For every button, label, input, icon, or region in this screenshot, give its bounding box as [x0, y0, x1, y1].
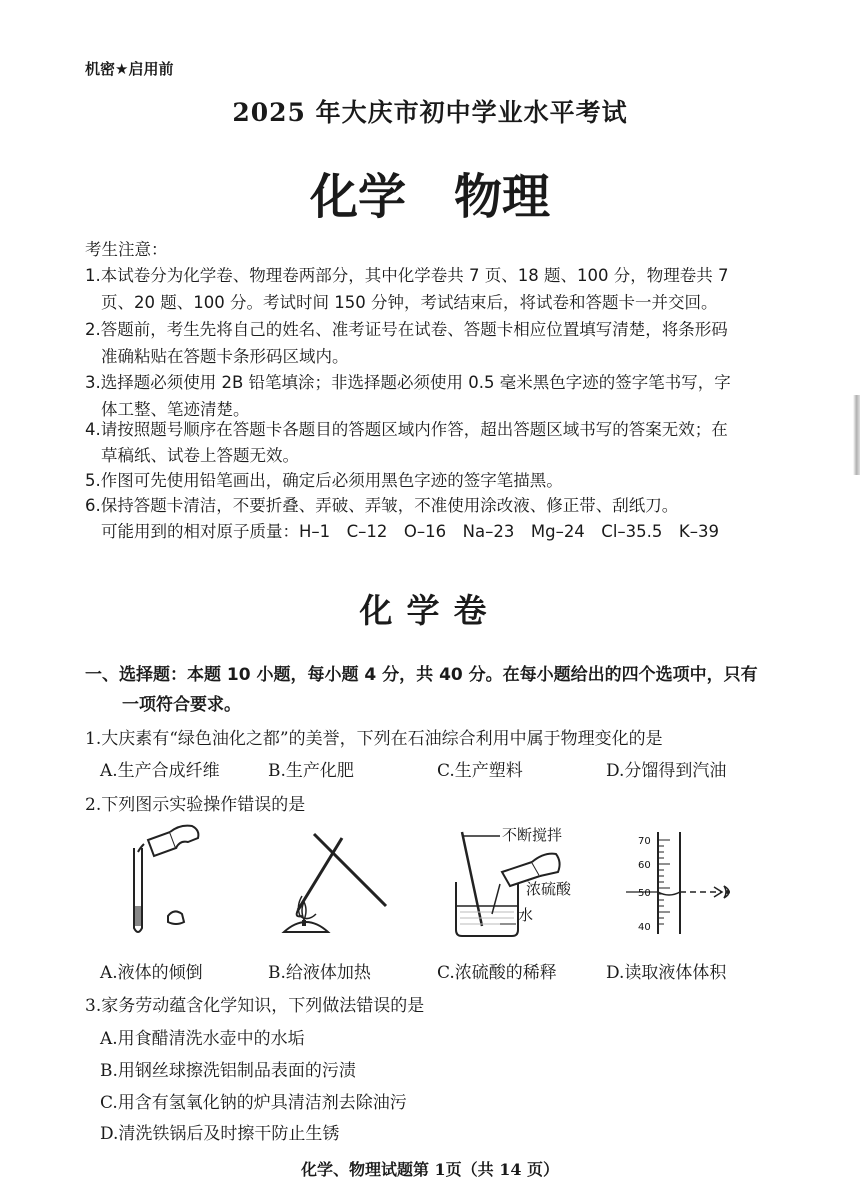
- question-1-stem: 1.大庆素有“绿色油化之都”的美誉，下列在石油综合利用中属于物理变化的是: [85, 729, 663, 749]
- notice-line: 3.选择题必须使用 2B 铅笔填涂；非选择题必须使用 0.5 毫米黑色字迹的签字笔书写，字: [85, 373, 731, 392]
- section-heading-cont: 一项符合要求。: [122, 695, 241, 715]
- notice-line: 体工整、笔迹清楚。: [101, 400, 250, 419]
- page-footer: 化学、物理试题第 1页（共 14 页）: [300, 1160, 560, 1179]
- exam-title: 2025 年大庆市初中学业水平考试: [232, 98, 628, 127]
- notice-line: 1.本试卷分为化学卷、物理卷两部分，其中化学卷共 7 页、18 题、100 分，物理卷共 7: [85, 266, 729, 285]
- figure-volume-reading: [624, 826, 749, 938]
- question-3-stem: 3.家务劳动蕴含化学知识，下列做法错误的是: [85, 996, 425, 1016]
- section-heading: 一、选择题：本题 10 小题，每小题 4 分，共 40 分。在每小题给出的四个选项中，只有: [85, 665, 758, 685]
- notice-heading: 考生注意：: [85, 240, 168, 259]
- figure-label-water: 水: [518, 906, 534, 924]
- question-2-option-a: A.液体的倾倒: [100, 963, 203, 983]
- figure-acid-dilution: [440, 822, 590, 944]
- question-1-option-d: D.分馏得到汽油: [606, 761, 727, 781]
- question-2-option-c: C.浓硫酸的稀释: [437, 963, 557, 983]
- atomic-mass-line: 可能用到的相对原子质量：H–1 C–12 O–16 Na–23 Mg–24 Cl–35.5 K–39: [101, 522, 719, 541]
- question-3-option-c: C.用含有氢氧化钠的炉具清洁剂去除油污: [100, 1093, 407, 1113]
- scan-edge-mark: [853, 395, 860, 475]
- question-2-stem: 2.下列图示实验操作错误的是: [85, 795, 306, 815]
- tick-label-70: 70: [638, 836, 651, 847]
- question-1-option-c: C.生产塑料: [437, 761, 523, 781]
- notice-line: 草稿纸、试卷上答题无效。: [101, 446, 299, 465]
- confidential-label: 机密★启用前: [85, 60, 174, 78]
- question-1-option-b: B.生产化肥: [268, 761, 354, 781]
- tick-label-60: 60: [638, 860, 651, 871]
- notice-line: 2.答题前，考生先将自己的姓名、准考证号在试卷、答题卡相应位置填写清楚，将条形码: [85, 320, 728, 339]
- notice-line: 4.请按照题号顺序在答题卡各题目的答题区域内作答，超出答题区域书写的答案无效；在: [85, 420, 728, 439]
- question-3-option-b: B.用钢丝球擦洗铝制品表面的污渍: [100, 1061, 356, 1081]
- figure-liquid-heating: [280, 824, 395, 944]
- question-1-option-a: A.生产合成纤维: [100, 761, 220, 781]
- tick-label-40: 40: [638, 922, 651, 933]
- paper-title: 化学卷: [359, 591, 501, 630]
- tick-label-50: 50: [638, 888, 651, 899]
- figure-liquid-pouring: [118, 818, 218, 943]
- figure-label-acid: 浓硫酸: [526, 880, 572, 898]
- notice-line: 页、20 题、100 分。考试时间 150 分钟，考试结束后，将试卷和答题卡一并交回。: [101, 293, 718, 312]
- notice-line: 6.保持答题卡清洁，不要折叠、弄破、弄皱，不准使用涂改液、修正带、刮纸刀。: [85, 496, 679, 515]
- question-2-option-d: D.读取液体体积: [606, 963, 727, 983]
- question-2-option-b: B.给液体加热: [268, 963, 371, 983]
- notice-line: 5.作图可先使用铅笔画出，确定后必须用黑色字迹的签字笔描黑。: [85, 471, 563, 490]
- subject-title: 化学 物理: [309, 169, 550, 225]
- notice-line: 准确粘贴在答题卡条形码区域内。: [101, 347, 349, 366]
- figure-label-stir: 不断搅拌: [502, 826, 563, 844]
- question-3-option-a: A.用食醋清洗水壶中的水垢: [100, 1029, 305, 1049]
- question-3-option-d: D.清洗铁锅后及时擦干防止生锈: [100, 1124, 340, 1144]
